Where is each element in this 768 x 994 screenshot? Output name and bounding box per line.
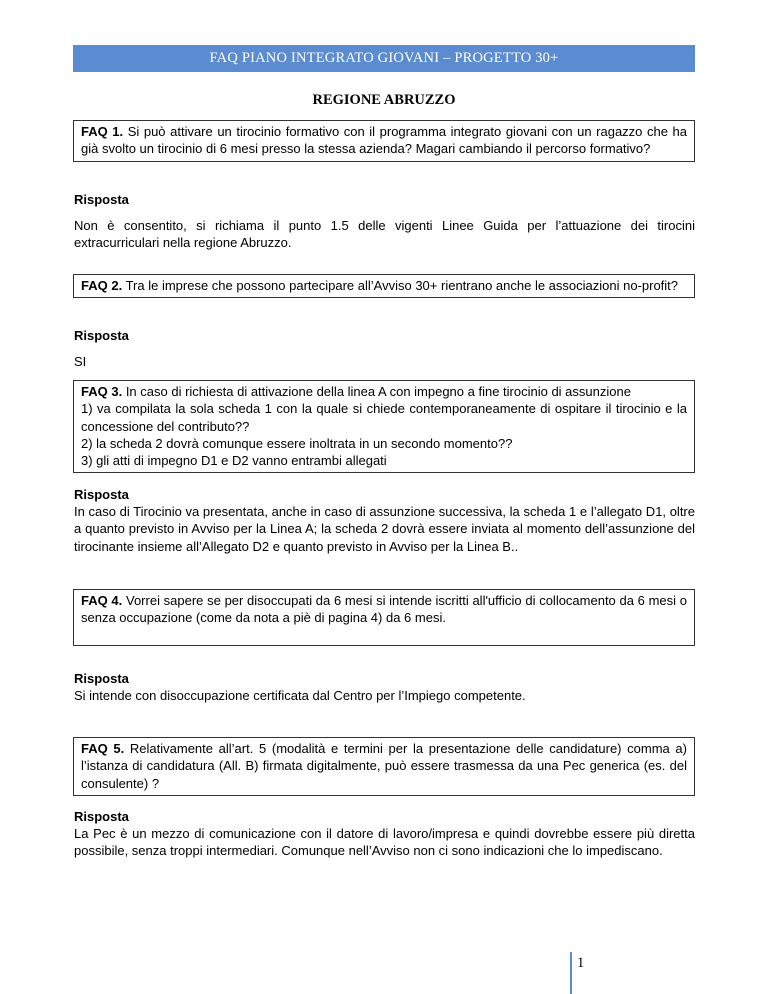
faq-question-line: 2) la scheda 2 dovrà comunque essere inoltrata in un secondo momento?? <box>81 435 513 451</box>
answer-label: Risposta <box>74 328 129 343</box>
faq-3-question-box <box>73 380 695 473</box>
faq-number: FAQ 4. <box>81 593 123 608</box>
faq-3-answer: In caso di Tirocinio va presentata, anche in caso di assunzione successiva, la scheda 1 e l’allegato D1, oltre a quanto previsto in Avviso per la Linea A; la scheda 2 dovrà essere inviata al momento dell’assunzione del tirocinante insieme all’Allegato D2 e quanto previsto in Avviso per la Linea B.. <box>74 504 695 554</box>
faq-question-line: 1) va compilata la sola scheda 1 con la quale si chiede contemporaneamente di ospitare il tirocinio e la concessione del contributo?? <box>81 401 687 434</box>
faq-number: FAQ 2. <box>81 278 123 293</box>
region-title: REGIONE ABRUZZO <box>312 92 456 108</box>
faq-number: FAQ 3. <box>81 384 123 399</box>
faq-5-question-box <box>73 737 695 796</box>
faq-4-question-box <box>73 589 695 646</box>
answer-label: Risposta <box>74 192 129 207</box>
faq-4-answer: Si intende con disoccupazione certificata dal Centro per l’Impiego competente. <box>74 688 526 703</box>
answer-label: Risposta <box>74 809 129 824</box>
header-title: FAQ PIANO INTEGRATO GIOVANI – PROGETTO 30+ <box>209 50 559 66</box>
page-header <box>73 45 695 72</box>
faq-question-text: Relativamente all’art. 5 (modalità e termini per la presentazione delle candidature) comma a) l’istanza di candidatura (All. B) firmata digitalmente, può essere trasmessa da una Pec generica (es. del consulente) ? <box>81 741 687 791</box>
faq-1-answer: Non è consentito, si richiama il punto 1.5 delle vigenti Linee Guida per l’attuazione dei tirocini extracurriculari nella regione Abruzzo. <box>74 218 695 251</box>
faq-question-text: Vorrei sapere se per disoccupati da 6 mesi si intende iscritti all'ufficio di collocamento da 6 mesi o senza occupazione (come da nota a piè di pagina 4) da 6 mesi. <box>81 593 687 626</box>
faq-question-text: Tra le imprese che possono partecipare all’Avviso 30+ rientrano anche le associazioni no-profit? <box>125 278 679 293</box>
answer-label: Risposta <box>74 487 129 502</box>
faq-1-question-box <box>73 120 695 162</box>
faq-5-answer: La Pec è un mezzo di comunicazione con il datore di lavoro/impresa e quindi dovrebbe essere più diretta possibile, senza troppi intermediari. Comunque nell’Avviso non ci sono indicazioni che lo impediscano. <box>74 826 695 859</box>
page-number: 1 <box>577 955 585 971</box>
faq-question-text: In caso di richiesta di attivazione della linea A con impegno a fine tirocinio di assunzione <box>125 384 631 399</box>
faq-2-answer: SI <box>74 354 87 369</box>
faq-question-text: Si può attivare un tirocinio formativo con il programma integrato giovani con un ragazzo che ha già svolto un tirocinio di 6 mesi presso la stessa azienda? Magari cambiando il percorso formativo? <box>81 124 687 157</box>
faq-number: FAQ 5. <box>81 741 125 756</box>
faq-number: FAQ 1. <box>81 124 124 139</box>
faq-question-line: 3) gli atti di impegno D1 e D2 vanno entrambi allegati <box>81 453 387 469</box>
page-number-rule <box>570 952 572 994</box>
answer-label: Risposta <box>74 671 129 686</box>
faq-2-question-box <box>73 274 695 298</box>
